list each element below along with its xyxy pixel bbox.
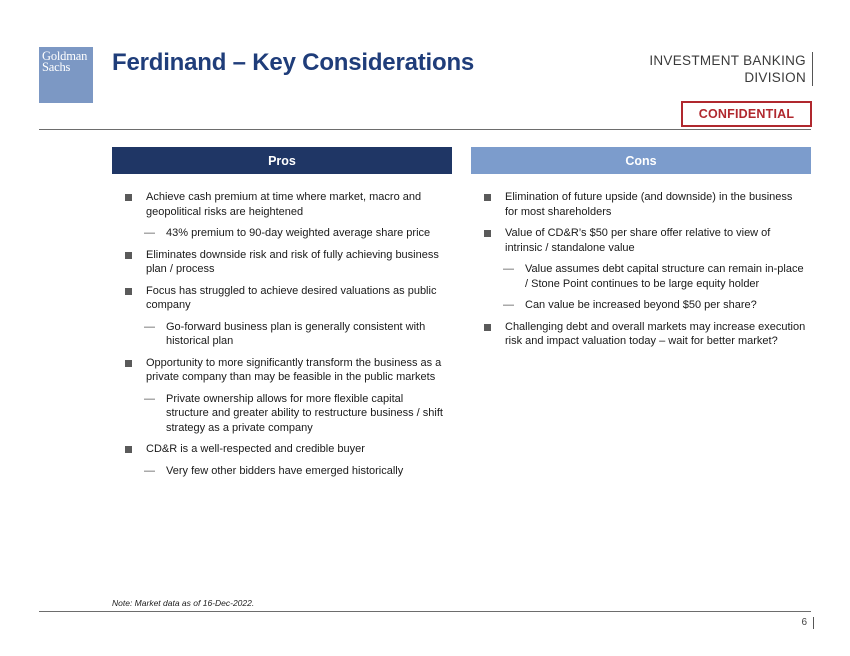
square-bullet-icon	[484, 194, 491, 201]
division-line-2: DIVISION	[744, 70, 806, 85]
sub-list-item-text: Go-forward business plan is generally consistent with historical plan	[166, 320, 426, 347]
page-number: 6	[801, 617, 814, 629]
cons-heading: Cons	[625, 153, 657, 168]
logo-line-2: Sachs	[42, 60, 71, 74]
dash-bullet-icon: —	[503, 263, 514, 275]
sub-list-item	[117, 320, 447, 349]
pros-list	[117, 190, 447, 485]
sub-list-item-text: Value assumes debt capital structure can remain in-place / Stone Point continues to be large equity holder	[525, 263, 804, 290]
cons-list	[476, 190, 806, 356]
list-item	[117, 356, 447, 385]
sub-list-item-text: Private ownership allows for more flexible capital structure and greater ability to restructure business / shift strategy as a private company	[166, 392, 443, 434]
list-item	[476, 320, 806, 349]
square-bullet-icon	[484, 230, 491, 237]
footer-divider	[39, 611, 811, 612]
sub-list-item	[476, 262, 806, 291]
goldman-sachs-logo	[39, 47, 93, 103]
footnote: Note: Market data as of 16-Dec-2022.	[112, 598, 255, 608]
list-item	[117, 442, 447, 457]
square-bullet-icon	[484, 324, 491, 331]
list-item-text: CD&R is a well-respected and credible buyer	[146, 443, 365, 455]
list-item-text: Elimination of future upside (and downside) in the business for most shareholders	[505, 191, 793, 218]
square-bullet-icon	[125, 288, 132, 295]
list-item-text: Achieve cash premium at time where market, macro and geopolitical risks are heightened	[146, 191, 422, 218]
confidential-label: CONFIDENTIAL	[698, 107, 795, 121]
list-item-text: Eliminates downside risk and risk of fully achieving business plan / process	[146, 248, 439, 275]
sub-list-item	[476, 298, 806, 313]
sub-list-item	[117, 226, 447, 241]
list-item	[476, 226, 806, 255]
list-item-text: Focus has struggled to achieve desired valuations as public company	[146, 284, 437, 311]
square-bullet-icon	[125, 360, 132, 367]
square-bullet-icon	[125, 252, 132, 259]
list-item	[476, 190, 806, 219]
division-label	[649, 52, 813, 86]
list-item	[117, 190, 447, 219]
dash-bullet-icon: —	[144, 464, 155, 477]
dash-bullet-icon: —	[144, 320, 155, 333]
list-item-text: Value of CD&R’s $50 per share offer relative to view of intrinsic / standalone value	[505, 227, 771, 254]
pros-heading: Pros	[268, 153, 296, 168]
header-divider	[39, 129, 811, 130]
list-item	[117, 284, 447, 313]
list-item	[117, 248, 447, 277]
page-title: Ferdinand – Key Considerations	[112, 49, 475, 76]
logo-line-1: Goldman	[42, 49, 88, 63]
dash-bullet-icon: —	[144, 227, 155, 239]
list-item-text: Challenging debt and overall markets may increase execution risk and impact valuation today – wait for better market?	[505, 320, 806, 347]
dash-bullet-icon: —	[503, 299, 514, 311]
confidential-badge	[681, 101, 812, 127]
cons-header	[471, 147, 811, 174]
pros-header	[112, 147, 452, 174]
list-item-text: Opportunity to more significantly transform the business as a private company than may be feasible in the public markets	[146, 356, 442, 383]
sub-list-item-text: 43% premium to 90-day weighted average share price	[166, 227, 431, 239]
dash-bullet-icon: —	[144, 392, 155, 405]
sub-list-item	[117, 464, 447, 479]
square-bullet-icon	[125, 194, 132, 201]
division-line-1: INVESTMENT BANKING	[649, 53, 806, 68]
square-bullet-icon	[125, 446, 132, 453]
sub-list-item	[117, 392, 447, 436]
sub-list-item-text: Very few other bidders have emerged historically	[166, 464, 404, 477]
sub-list-item-text: Can value be increased beyond $50 per share?	[525, 299, 757, 311]
